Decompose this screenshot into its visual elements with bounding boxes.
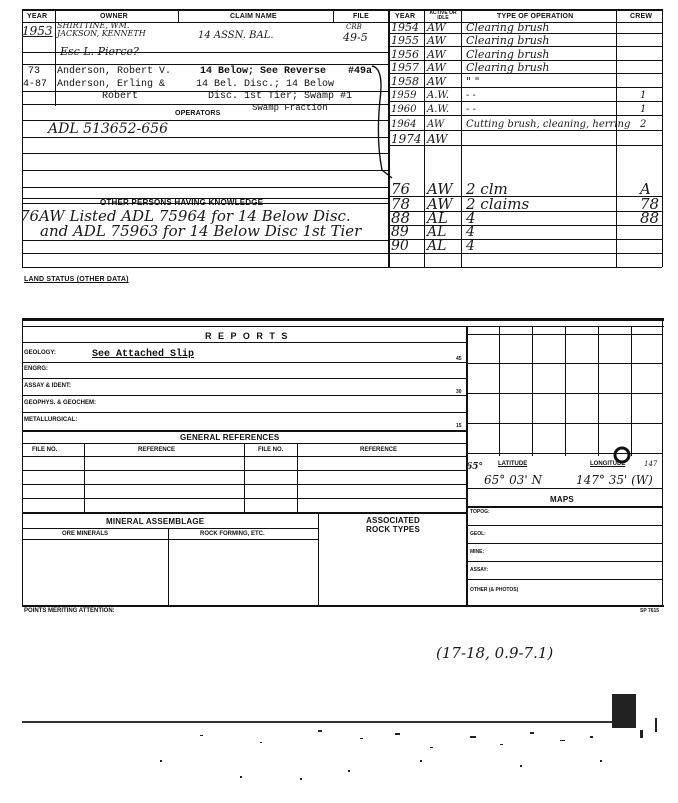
owner-year-4-87: 4-87 <box>23 79 48 90</box>
maps-title: MAPS <box>550 495 574 504</box>
general-refs-title: GENERAL REFERENCES <box>180 433 280 442</box>
activity-operation: Clearing brush <box>466 34 550 47</box>
grid-line <box>565 326 566 456</box>
activity-operation: 4 <box>466 224 475 240</box>
activity-crew: 1 <box>640 104 647 115</box>
col-crew: CREW <box>630 13 653 20</box>
reports-title: R E P O R T S <box>205 331 290 341</box>
activity-status: AW <box>427 75 446 88</box>
grid-line <box>466 453 662 454</box>
activity-operation: " " <box>466 75 480 88</box>
circle-mark-icon <box>612 445 632 465</box>
activity-crew: 1 <box>640 90 647 101</box>
speckle-dot <box>590 736 593 738</box>
activity-year: 1957 <box>391 61 419 74</box>
land-status-label: LAND STATUS (OTHER DATA) <box>24 276 129 283</box>
maps-geol: GEOL: <box>470 531 486 537</box>
speckle-dot <box>360 738 363 739</box>
col-year2: YEAR <box>395 13 416 20</box>
activity-year: 1955 <box>391 34 419 47</box>
activity-crew: A <box>640 180 651 198</box>
speckle-dot <box>500 744 503 745</box>
form-number: SP 7615 <box>640 608 660 614</box>
col-owner: OWNER <box>100 13 128 20</box>
assay-label: ASSAY & IDENT: <box>24 383 72 389</box>
speckle-dot <box>560 740 565 741</box>
activity-status: AL <box>427 224 447 240</box>
assoc-rock-types: ASSOCIATED ROCK TYPES <box>365 516 420 534</box>
maps-mine: MINE: <box>470 549 485 555</box>
activity-status: AW <box>427 119 445 130</box>
owner-year-73: 73 <box>28 66 41 77</box>
activity-crew: 2 <box>640 119 647 130</box>
activity-status: AW <box>427 180 453 198</box>
claim-5: Disc. 1st Tier; Swamp #1 <box>208 91 353 102</box>
activity-status: AW <box>427 132 448 146</box>
activity-year: 89 <box>391 224 409 240</box>
claim-4: 14 Bel. Disc.; 14 Below <box>196 79 335 90</box>
points-label: POINTS MERITING ATTENTION: <box>24 608 115 614</box>
ref-col-file2: FILE NO. <box>258 447 284 453</box>
activity-row-line <box>388 73 662 74</box>
activity-operation: Clearing brush <box>466 61 550 74</box>
geology-label: GEOLOGY: <box>24 350 56 356</box>
col-active-idle: ACTIVE OR IDLE <box>429 10 457 21</box>
speckle-dot <box>520 765 522 767</box>
claim-3: 14 Below; See Reverse <box>200 66 327 77</box>
speckle-dot <box>300 778 302 780</box>
activity-row-line <box>388 130 662 131</box>
longitude-label: LONGITUDE <box>590 461 626 467</box>
activity-row-line <box>388 87 662 88</box>
other-persons-line2: and ADL 75963 for 14 Below Disc 1st Tier <box>40 222 362 240</box>
owner-4: Anderson, Erling & <box>57 79 166 90</box>
rock-forming-label: ROCK FORMING, ETC. <box>200 531 265 537</box>
engrg-label: ENGRG: <box>24 366 48 372</box>
claim-6: Swamp Fraction <box>252 103 328 113</box>
activity-row-line <box>388 46 662 47</box>
activity-row-line <box>388 253 662 254</box>
lat-prefix: 65° <box>466 462 484 472</box>
activity-status: AW <box>427 195 453 213</box>
speckle-dot <box>395 733 400 735</box>
activity-year: 78 <box>391 195 411 213</box>
claim-1: 14 ASSN. BAL. <box>198 30 274 41</box>
file-1: 49-5 <box>343 31 368 44</box>
activity-year: 1954 <box>391 21 419 34</box>
speckle-dot <box>600 760 602 762</box>
activity-crew: 78 <box>640 195 660 213</box>
speckle-dot <box>318 730 322 732</box>
latitude-value: 65° 03' N <box>484 473 542 487</box>
activity-operation: 2 clm <box>466 180 508 198</box>
speckle-dot <box>260 742 262 743</box>
ref-col-file1: FILE NO. <box>32 447 58 453</box>
grid-line <box>631 326 632 456</box>
scale-30: 30 <box>456 389 462 395</box>
activity-status: AW <box>427 34 446 47</box>
owner-2: Esc L. Pierce? <box>60 45 139 58</box>
activity-year: 1974 <box>391 132 422 146</box>
speckle-dot <box>655 718 657 732</box>
activity-year: 1964 <box>391 119 417 130</box>
top-border <box>22 9 662 11</box>
ref-col-reference1: REFERENCE <box>138 447 176 453</box>
geophys-label: GEOPHYS. & GEOCHEM: <box>24 400 97 406</box>
activity-year: 1958 <box>391 75 419 88</box>
scale-45: 45 <box>456 356 462 362</box>
owner-5: Robert <box>102 91 139 102</box>
activity-operation: - - <box>466 90 476 101</box>
activity-operation: - - <box>466 104 476 115</box>
speckle-dot <box>348 770 350 772</box>
crb-note: CRB <box>346 23 362 31</box>
longitude-value: 147° 35' (W) <box>576 473 653 487</box>
grid-line <box>598 326 599 456</box>
scan-edge-line <box>22 721 622 723</box>
scale-15: 15 <box>456 423 462 429</box>
handwritten-note: (17-18, 0.9-7.1) <box>436 644 554 662</box>
owner-3: Anderson, Robert V. <box>57 66 172 77</box>
mineral-title: MINERAL ASSEMBLAGE <box>106 517 205 526</box>
activity-operation: 4 <box>466 238 475 254</box>
longitude-note: 147 <box>644 460 658 468</box>
speckle-dot <box>160 760 162 762</box>
col-claim-name: CLAIM NAME <box>230 13 277 20</box>
operators-value: ADL 513652-656 <box>48 121 168 137</box>
activity-status: A.W. <box>427 90 450 101</box>
grid-line <box>532 326 533 456</box>
ref-col-reference2: REFERENCE <box>360 447 398 453</box>
col-year: YEAR <box>27 13 48 20</box>
activity-operation: Clearing brush <box>466 21 550 34</box>
activity-crew: 88 <box>640 209 660 227</box>
activity-year: 88 <box>391 209 411 227</box>
speckle-dot <box>420 760 422 762</box>
activity-operation: 2 claims <box>466 195 530 213</box>
activity-operation: Cutting brush, cleaning, herring <box>466 119 631 130</box>
ore-minerals-label: ORE MINERALS <box>62 531 109 537</box>
grid-line <box>466 393 662 394</box>
activity-status: AW <box>427 21 446 34</box>
activity-row-line <box>388 145 662 146</box>
activity-year: 1959 <box>391 90 417 101</box>
activity-status: AL <box>427 209 448 227</box>
activity-status: AW <box>427 61 446 74</box>
reports-top-border <box>22 318 664 321</box>
activity-year: 76 <box>391 180 411 198</box>
metallurgical-label: METALLURGICAL: <box>24 417 78 423</box>
other-persons-line1: 76AW Listed ADL 75964 for 14 Below Disc. <box>20 207 351 225</box>
activity-row-line <box>388 101 662 102</box>
col-file: FILE <box>353 13 369 20</box>
speckle-dot <box>470 736 476 738</box>
speckle-dot <box>640 730 643 738</box>
maps-assay: ASSAY: <box>470 567 489 573</box>
grid-line <box>466 423 662 424</box>
activity-year: 1960 <box>391 104 417 115</box>
left-border <box>22 9 23 267</box>
col-type-op: TYPE OF OPERATION <box>497 13 574 20</box>
other-persons-label: OTHER PERSONS HAVING KNOWLEDGE <box>100 198 264 207</box>
activity-row-line <box>388 115 662 116</box>
owner-1: SHIRTTINE, WM. JACKSON, KENNETH <box>57 21 146 38</box>
grid-line <box>466 363 662 364</box>
activity-year: 90 <box>391 238 409 254</box>
activity-status: AL <box>427 238 447 254</box>
grid-line <box>499 326 500 456</box>
activity-year: 1956 <box>391 48 419 61</box>
owner-year-1953: 1953 <box>22 24 53 38</box>
speckle-dot <box>200 735 203 736</box>
geology-value: See Attached Slip <box>92 349 195 360</box>
speckle-dot <box>530 732 534 734</box>
activity-status: AW <box>427 48 446 61</box>
latitude-label: LATITUDE <box>498 461 528 467</box>
maps-other: OTHER (& PHOTOS) <box>470 587 519 593</box>
speckle-dot <box>430 747 433 748</box>
speckle-dot <box>240 776 242 778</box>
file-3: #49a <box>348 66 373 77</box>
maps-topog: TOPOG: <box>470 509 490 515</box>
grid-line <box>466 334 662 335</box>
scan-blot <box>612 694 636 728</box>
activity-operation: Clearing brush <box>466 48 550 61</box>
activity-operation: 4 <box>466 209 476 227</box>
operators-label: OPERATORS <box>175 110 221 117</box>
activity-status: A.W. <box>427 104 450 115</box>
